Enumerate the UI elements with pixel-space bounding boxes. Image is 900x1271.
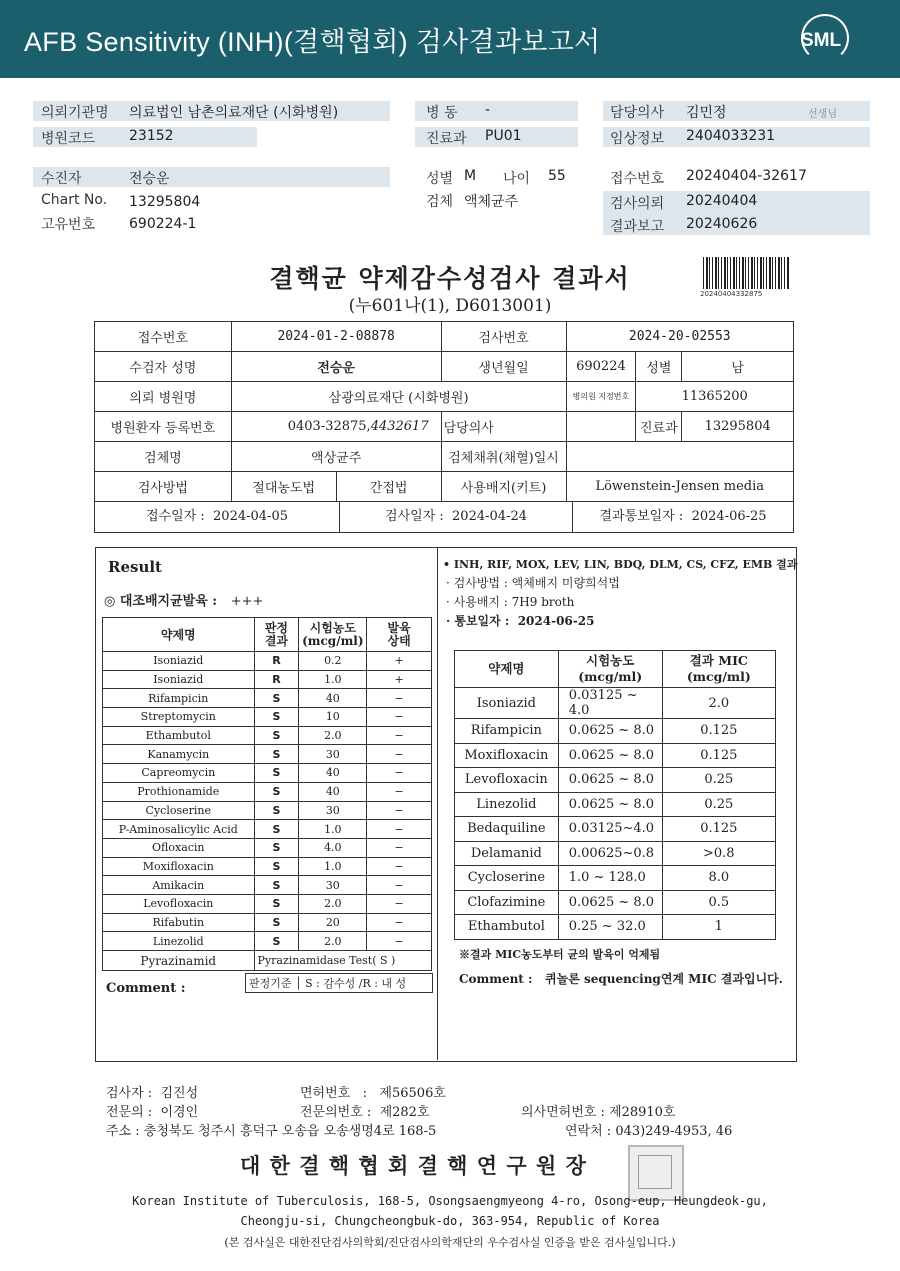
divider	[437, 547, 438, 1060]
sex-value: M	[464, 168, 477, 184]
table-cell: −	[367, 782, 432, 801]
table-cell: 2.0	[662, 688, 775, 719]
table-row	[103, 689, 432, 708]
dept-label: 진료과	[426, 131, 467, 147]
hospital-label: 의뢰기관명	[41, 105, 109, 121]
barcode-text: 20240404332875	[700, 290, 763, 298]
ward-value: -	[485, 102, 491, 118]
table-cell: −	[367, 894, 432, 913]
sml-logo: SML	[797, 14, 853, 66]
doctor-license-line: 의사면허번호 : 제28910호	[521, 1105, 676, 1120]
table-cell: Kanamycin	[103, 745, 255, 764]
table-row	[103, 876, 432, 895]
request-value: 20240404	[686, 193, 758, 209]
table-cell: 0.03125 ~ 4.0	[558, 688, 662, 719]
table-cell: 2.0	[299, 726, 367, 745]
table-row	[455, 817, 776, 842]
hospital-value: 의료법인 남촌의료재단 (시화병원)	[129, 105, 339, 121]
table-cell: −	[367, 801, 432, 820]
table-cell: Cycloserine	[455, 866, 559, 891]
english-address-1: Korean Institute of Tuberculosis, 168-5, Osongsaengmyeong 4-ro, Osong-eup, Heungdeok-gu,	[132, 1194, 768, 1208]
table-cell: S	[254, 838, 299, 857]
document-subtitle: (누601나(1), D6013001)	[348, 296, 552, 316]
table-cell: −	[367, 876, 432, 895]
table-cell: 0.0625 ~ 8.0	[558, 768, 662, 793]
table-cell: 0.0625 ~ 8.0	[558, 890, 662, 915]
mic-date: · 통보일자 : 2024-06-25	[446, 614, 595, 628]
table-cell: 2.0	[299, 932, 367, 951]
table-row	[103, 670, 432, 689]
table-cell: Clofazimine	[455, 890, 559, 915]
info-bar	[33, 167, 390, 187]
table-cell: 4.0	[299, 838, 367, 857]
table-cell: 30	[299, 876, 367, 895]
table-cell: Rifampicin	[103, 689, 255, 708]
sex-label: 성별	[426, 171, 454, 187]
pyrazinamid-row	[103, 951, 432, 971]
license-line: 면허번호 : 제56506호	[300, 1086, 446, 1101]
uid-label: 고유번호	[41, 217, 96, 233]
table-cell: S	[254, 857, 299, 876]
patient-label: 수진자	[41, 171, 82, 187]
table-cell: R	[254, 652, 299, 671]
clinical-label: 임상정보	[610, 131, 665, 147]
table-cell: 8.0	[662, 866, 775, 891]
table-cell: 0.25	[662, 768, 775, 793]
table-cell: 0.0625 ~ 8.0	[558, 719, 662, 744]
table-cell: −	[367, 689, 432, 708]
table-cell: 40	[299, 689, 367, 708]
mic-table	[454, 650, 776, 940]
age-label: 나이	[503, 171, 531, 187]
table-cell: 0.125	[662, 817, 775, 842]
table-cell: +	[367, 670, 432, 689]
table-cell: S	[254, 764, 299, 783]
table-cell: Ethambutol	[103, 726, 255, 745]
table-row	[103, 913, 432, 932]
table-cell: Bedaquiline	[455, 817, 559, 842]
specimen-label: 검체	[426, 194, 454, 210]
table-row	[103, 820, 432, 839]
pyrazinamid-label: Pyrazinamid	[103, 951, 255, 971]
table-row	[103, 708, 432, 727]
table-cell: S	[254, 932, 299, 951]
table-cell: 20	[299, 913, 367, 932]
table-cell: Cycloserine	[103, 801, 255, 820]
table-row	[103, 764, 432, 783]
mic-note: ※결과 MIC농도부터 균의 발육이 억제됨	[459, 948, 661, 961]
column-header: 시험농도 (mcg/ml)	[558, 651, 662, 688]
certification-note: (본 검사실은 대한진단검사의학회/진단검사의학재단의 우수검사실 인증을 받은 검사실입니다.)	[224, 1236, 676, 1249]
table-cell: S	[254, 708, 299, 727]
criteria: 판정기준 │ S : 감수성 /R : 내 성	[245, 973, 433, 993]
table-row	[103, 652, 432, 671]
mic-comment: Comment : 퀴놀론 sequencing연계 MIC 결과입니다.	[459, 972, 783, 986]
table-row	[455, 841, 776, 866]
pyrazinamid-value: Pyrazinamidase Test( S )	[254, 951, 431, 971]
table-cell: >0.8	[662, 841, 775, 866]
doctor-value: 김민정	[686, 105, 727, 121]
table-cell: +	[367, 652, 432, 671]
code-value: 23152	[129, 128, 174, 144]
table-cell: Levofloxacin	[455, 768, 559, 793]
table-cell: S	[254, 726, 299, 745]
table-row	[103, 857, 432, 876]
column-header: 발육 상태	[367, 618, 432, 652]
table-cell: 1.0	[299, 820, 367, 839]
table-cell: Linezolid	[103, 932, 255, 951]
table-cell: 40	[299, 764, 367, 783]
table-cell: Moxifloxacin	[455, 743, 559, 768]
tester-line: 검사자 : 김진성	[106, 1086, 199, 1101]
table-row	[103, 932, 432, 951]
table-row	[455, 792, 776, 817]
table-cell: 30	[299, 801, 367, 820]
table-row	[455, 866, 776, 891]
official-seal	[628, 1145, 684, 1201]
table-cell: 40	[299, 782, 367, 801]
table-cell: R	[254, 670, 299, 689]
report-value: 20240626	[686, 216, 758, 232]
table-cell: S	[254, 801, 299, 820]
table-cell: Streptomycin	[103, 708, 255, 727]
table-cell: S	[254, 913, 299, 932]
table-cell: 0.25 ~ 32.0	[558, 915, 662, 940]
table-cell: Delamanid	[455, 841, 559, 866]
table-cell: Linezolid	[455, 792, 559, 817]
code-label: 병원코드	[41, 131, 96, 147]
table-row	[103, 726, 432, 745]
table-cell: −	[367, 764, 432, 783]
result-title: Result	[108, 558, 162, 576]
receipt-value: 20240404-32617	[686, 168, 807, 184]
table-row	[455, 688, 776, 719]
result-comment-label: Comment :	[106, 981, 186, 996]
column-header: 결과 MIC (mcg/ml)	[662, 651, 775, 688]
specialist-line: 전문의 : 이경인	[106, 1105, 199, 1120]
table-cell: 10	[299, 708, 367, 727]
table-cell: 2.0	[299, 894, 367, 913]
table-cell: 0.2	[299, 652, 367, 671]
table-cell: −	[367, 932, 432, 951]
table-cell: S	[254, 745, 299, 764]
table-cell: Ethambutol	[455, 915, 559, 940]
table-cell: Capreomycin	[103, 764, 255, 783]
table-cell: Isoniazid	[455, 688, 559, 719]
table-cell: Ofloxacin	[103, 838, 255, 857]
doctor-label: 담당의사	[610, 105, 665, 121]
dept-value: PU01	[485, 128, 522, 144]
report-title: AFB Sensitivity (INH)(결핵협회) 검사결과보고서	[24, 27, 601, 57]
column-header: 약제명	[455, 651, 559, 688]
contact-line: 연락처 : 043)249-4953, 46	[565, 1124, 733, 1139]
table-row	[103, 782, 432, 801]
specimen-info-table: 접수번호 2024-01-2-08878 검사번호 2024-20-02553 수검자 성명 전승운 생년월일 690224 성별 남 의뢰 병원명 삼광의료재단 (시화병원) 병의원 지정번호 11365200 병원환자 등록번호 0403-32875,4432617 담당의사 진료과 13295804 검체명 액상균주 검체채취(채혈)일시 검사방법 절대농도법 간접법 사용배지(키트) Löwenstein-Jensen media 접수일자 : 2024-04-05 검사일자 : 2024-04-24 결과통보일자 : 2024-06-25	[94, 321, 794, 533]
table-cell: S	[254, 782, 299, 801]
table-row	[103, 801, 432, 820]
doctor-suffix: 선생님	[808, 109, 837, 120]
table-row	[455, 743, 776, 768]
table-cell: 30	[299, 745, 367, 764]
column-header: 시험농도 (mcg/ml)	[299, 618, 367, 652]
table-cell: 1.0 ~ 128.0	[558, 866, 662, 891]
control-growth: ◎ 대조배지균발육 : +++	[104, 594, 264, 609]
table-cell: S	[254, 820, 299, 839]
table-cell: −	[367, 708, 432, 727]
request-label: 검사의뢰	[610, 196, 665, 212]
chart-value: 13295804	[129, 194, 201, 210]
ward-label: 병 동	[426, 105, 458, 121]
table-cell: 0.00625~0.8	[558, 841, 662, 866]
table-cell: Rifampicin	[455, 719, 559, 744]
specialist-no-line: 전문의번호 : 제282호	[300, 1105, 430, 1120]
patient-value: 전승운	[129, 171, 170, 187]
table-cell: Isoniazid	[103, 670, 255, 689]
table-cell: 0.125	[662, 743, 775, 768]
table-cell: 0.5	[662, 890, 775, 915]
table-row	[455, 719, 776, 744]
table-cell: −	[367, 857, 432, 876]
mic-method: · 검사방법 : 액체배지 미량희석법	[446, 576, 620, 590]
table-cell: 0.125	[662, 719, 775, 744]
table-row	[103, 838, 432, 857]
column-header: 약제명	[103, 618, 255, 652]
report-label: 결과보고	[610, 219, 665, 235]
table-cell: Levofloxacin	[103, 894, 255, 913]
specimen-value: 액체균주	[464, 194, 519, 210]
table-cell: −	[367, 745, 432, 764]
table-cell: 1.0	[299, 670, 367, 689]
table-cell: Prothionamide	[103, 782, 255, 801]
table-row	[455, 915, 776, 940]
table-cell: 0.25	[662, 792, 775, 817]
table-cell: Isoniazid	[103, 652, 255, 671]
table-cell: Rifabutin	[103, 913, 255, 932]
organization-name: 대 한 결 핵 협 회 결 핵 연 구 원 장	[240, 1153, 587, 1178]
table-cell: S	[254, 689, 299, 708]
table-row	[103, 894, 432, 913]
table-cell: P-Aminosalicylic Acid	[103, 820, 255, 839]
table-cell: −	[367, 726, 432, 745]
uid-value: 690224-1	[129, 216, 197, 232]
table-cell: S	[254, 894, 299, 913]
receipt-label: 접수번호	[610, 171, 665, 187]
document-title: 결핵균 약제감수성검사 결과서	[269, 264, 631, 293]
header-bar	[0, 0, 900, 78]
age-value: 55	[548, 168, 566, 184]
table-cell: Amikacin	[103, 876, 255, 895]
table-cell: 0.0625 ~ 8.0	[558, 792, 662, 817]
table-cell: −	[367, 838, 432, 857]
sensitivity-table	[102, 617, 432, 971]
table-row	[103, 745, 432, 764]
table-cell: Moxifloxacin	[103, 857, 255, 876]
mic-heading: • INH, RIF, MOX, LEV, LIN, BDQ, DLM, CS, CFZ, EMB 결과	[443, 558, 798, 571]
table-cell: 1.0	[299, 857, 367, 876]
english-address-2: Cheongju-si, Chungcheongbuk-do, 363-954, Republic of Korea	[240, 1214, 660, 1228]
table-cell: S	[254, 876, 299, 895]
barcode	[703, 257, 789, 289]
table-cell: 0.0625 ~ 8.0	[558, 743, 662, 768]
table-cell: −	[367, 913, 432, 932]
mic-media: · 사용배지 : 7H9 broth	[446, 595, 575, 609]
column-header: 판정 결과	[254, 618, 299, 652]
chart-label: Chart No.	[41, 192, 108, 208]
address-line: 주소 : 충청북도 청주시 흥덕구 오송읍 오송생명4로 168-5	[106, 1124, 437, 1139]
table-row	[455, 768, 776, 793]
table-cell: 0.03125~4.0	[558, 817, 662, 842]
handwritten-number: 4432617	[370, 419, 429, 434]
table-cell: 1	[662, 915, 775, 940]
clinical-value: 2404033231	[686, 128, 776, 144]
table-cell: −	[367, 820, 432, 839]
table-row	[455, 890, 776, 915]
